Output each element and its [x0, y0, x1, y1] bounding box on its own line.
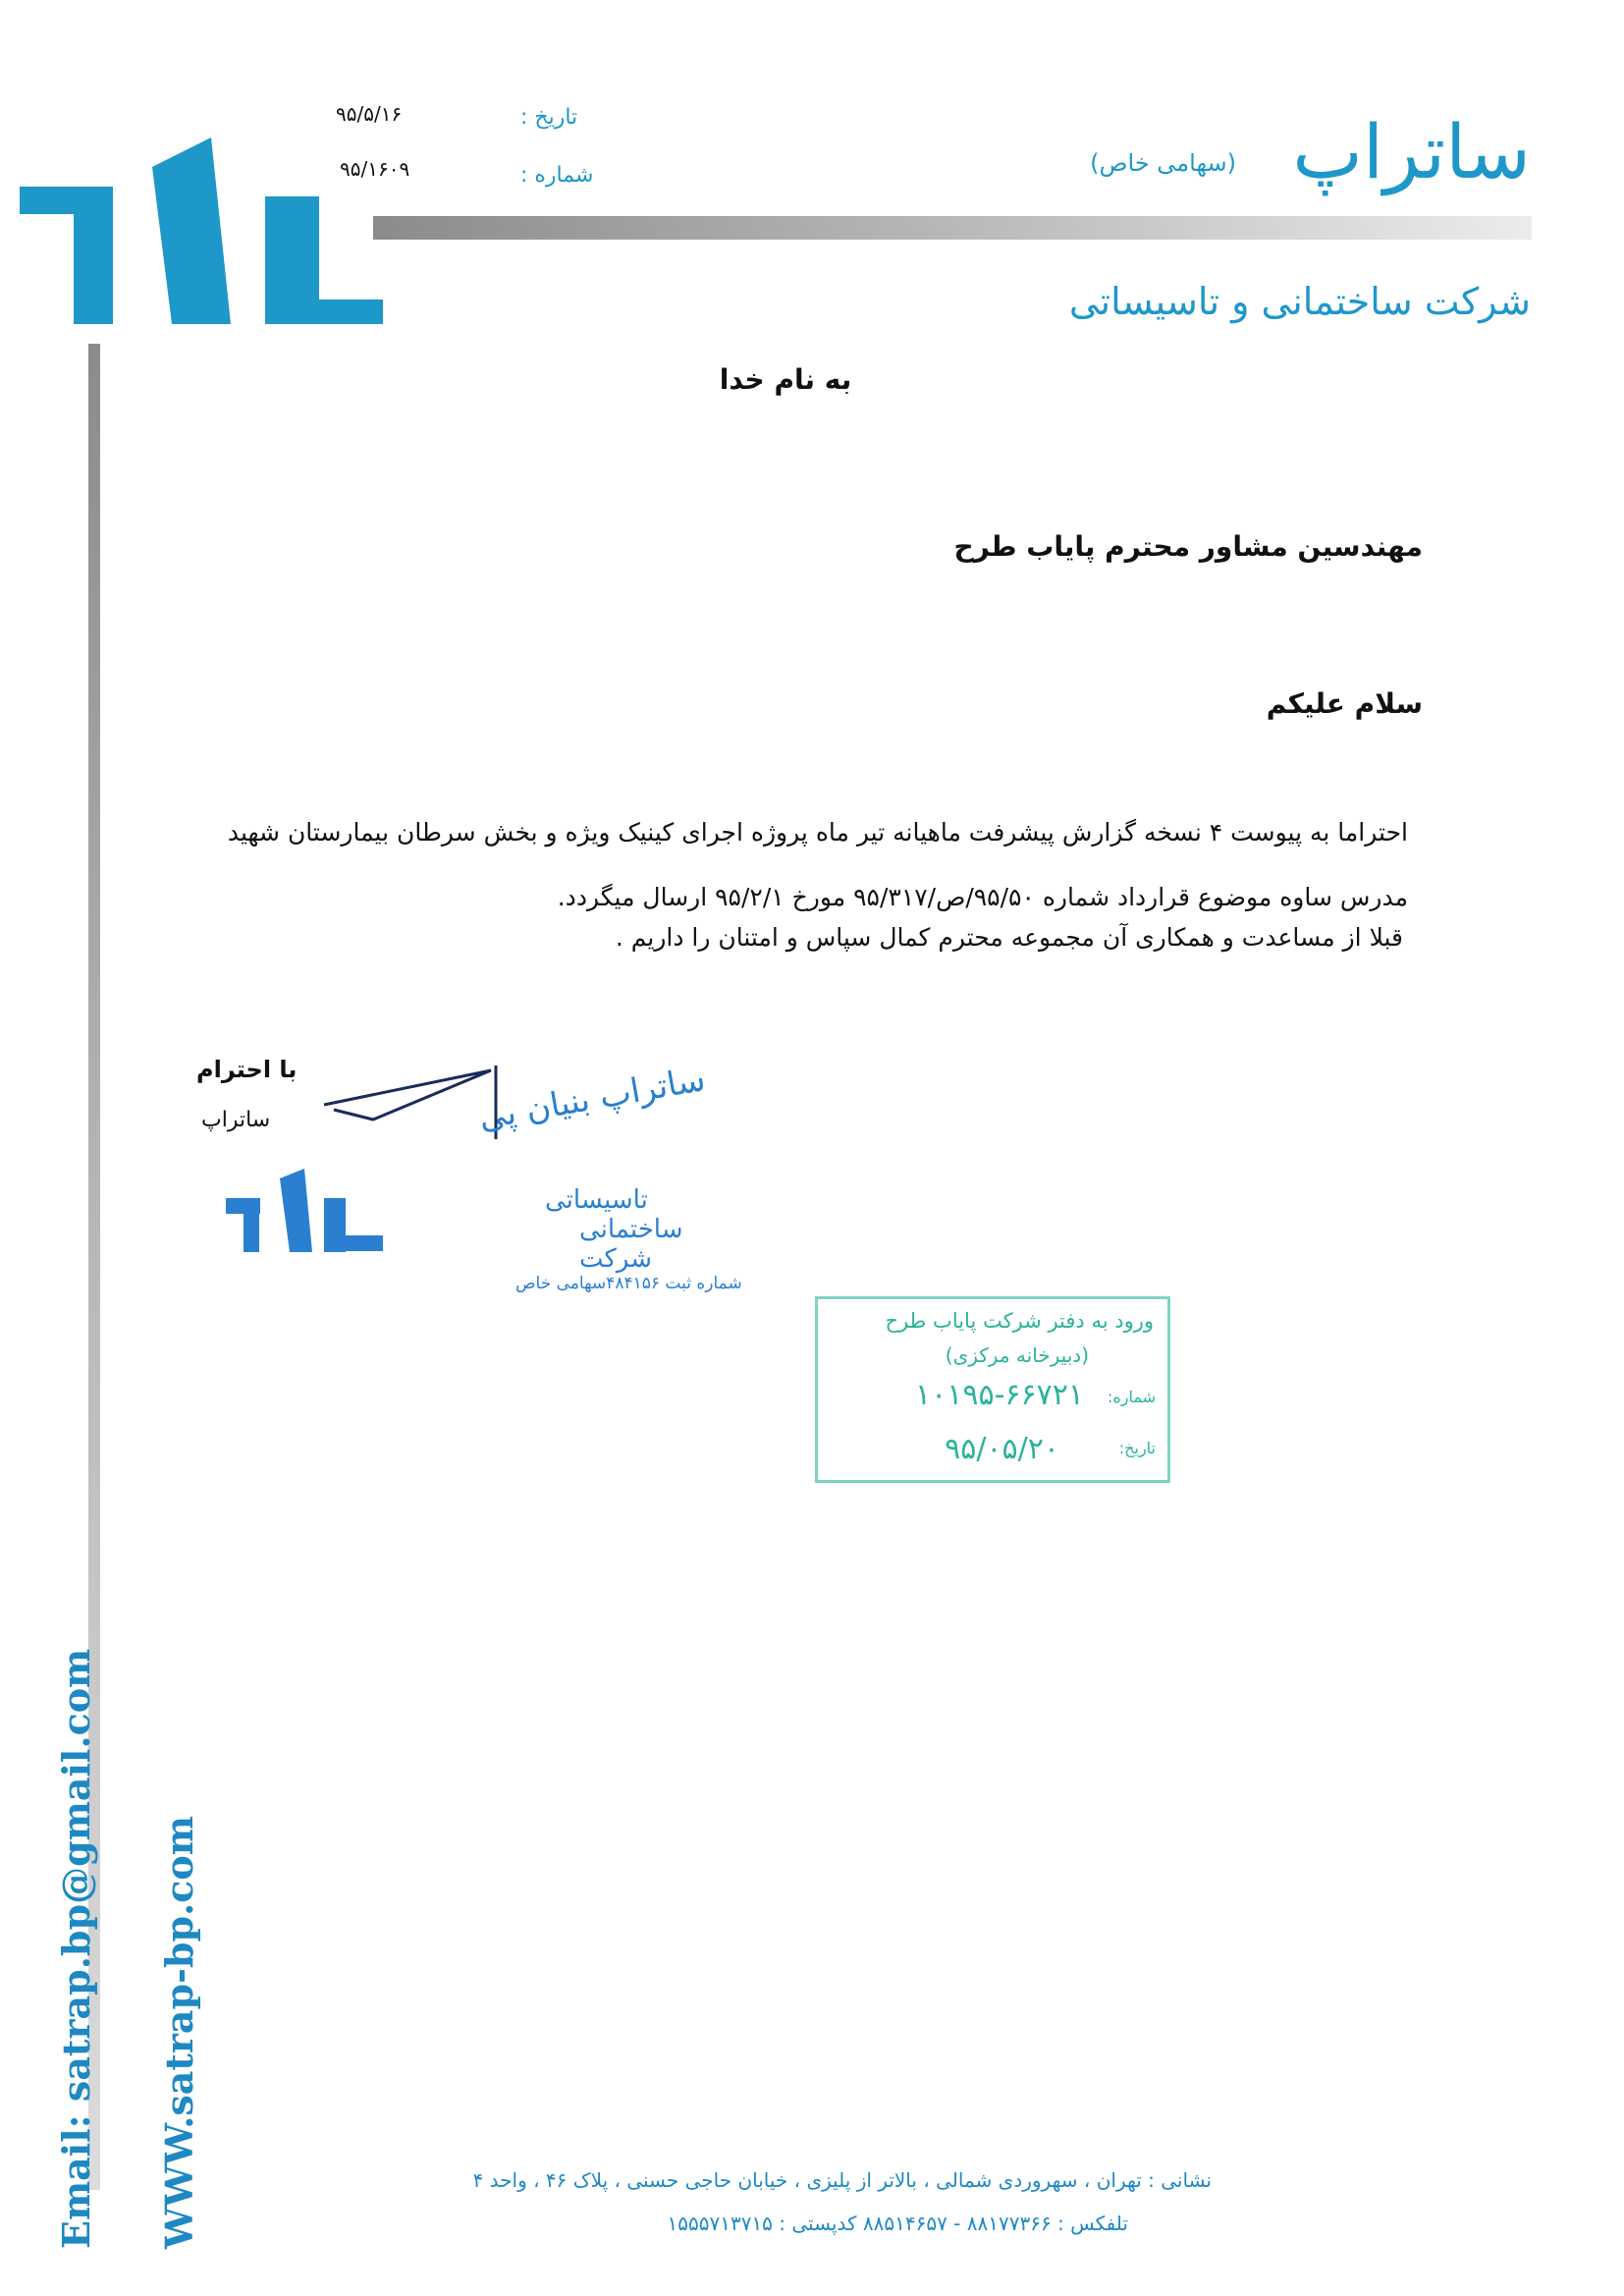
body-paragraph-2: قبلا از مساعدت و همکاری آن مجموعه محترم کمال سپاس و امتنان را داریم . [615, 923, 1403, 952]
company-tagline: شرکت ساختمانی و تاسیساتی [1068, 280, 1531, 323]
footer-address: نشانی : تهران ، سهروردی شمالی ، بالاتر از پلیزی ، خیابان حاجی حسنی ، پلاک ۴۶ ، واحد ۴ [472, 2168, 1212, 2192]
header-rule [373, 216, 1532, 240]
body-paragraph-1: احتراما به پیوست ۴ نسخه گزارش پیشرفت ماهیانه تیر ماه پروژه اجرای کینیک ویژه و بخش سرطان بیمارستان شهید مدرس ساوه موضوع قرارداد شماره ۹۵/۵۰/ص/۹۵/۳۱۷ مورخ ۹۵/۲/۱ ارسال میگردد. [227, 818, 1408, 911]
footer-phone: تلفکس : ۸۸۱۷۷۳۶۶ - ۸۸۵۱۴۶۵۷ کدپستی : ۱۵۵۵۷۱۳۷۱۵ [667, 2212, 1128, 2235]
closing-text: با احترام [196, 1056, 298, 1083]
seal-line-1: تاسیساتی [545, 1185, 648, 1215]
stamp-date-label: تاریخ: [1118, 1439, 1156, 1457]
stamp-date-value: ۹۵/۰۵/۲۰ [945, 1432, 1059, 1466]
number-value: ۹۵/۱۶۰۹ [340, 157, 410, 181]
seal-line-2: ساختمانی [579, 1215, 683, 1244]
stamp-subtitle: (دبیرخانه مرکزی) [945, 1343, 1089, 1367]
brand-name: ساتراپ [1292, 108, 1531, 195]
bismillah-heading: به نام خدا [719, 363, 852, 396]
greeting: سلام علیکم [1266, 687, 1423, 720]
number-label: شماره : [520, 163, 594, 188]
company-seal [196, 1059, 742, 1293]
stamp-title: ورود به دفتر شرکت پایاب طرح [885, 1309, 1154, 1333]
recipient: مهندسین مشاور محترم پایاب طرح [953, 530, 1423, 563]
received-stamp [815, 1296, 1170, 1483]
contact-email[interactable]: Email: satrap.bp@gmail.com [54, 1648, 98, 2249]
seal-arc-text: ساتراپ بنیان پی [475, 1059, 709, 1138]
signer-name: ساتراپ [201, 1108, 271, 1132]
date-label: تاریخ : [520, 105, 578, 130]
company-logo [20, 118, 383, 334]
contact-website[interactable]: WWW.satrap-bp.com [157, 1816, 201, 2249]
brand-type: (سهامی خاص) [1090, 149, 1236, 177]
stamp-number-value: ۱۰۱۹۵-۶۶۷۲۱ [915, 1378, 1084, 1412]
signature-stroke [324, 1070, 491, 1120]
stamp-number-label: شماره: [1107, 1388, 1156, 1406]
seal-registration: شماره ثبت ۴۸۴۱۵۶سهامی خاص [515, 1274, 742, 1293]
seal-line-3: شرکت [579, 1244, 653, 1274]
date-value: ۹۵/۵/۱۶ [336, 102, 403, 126]
